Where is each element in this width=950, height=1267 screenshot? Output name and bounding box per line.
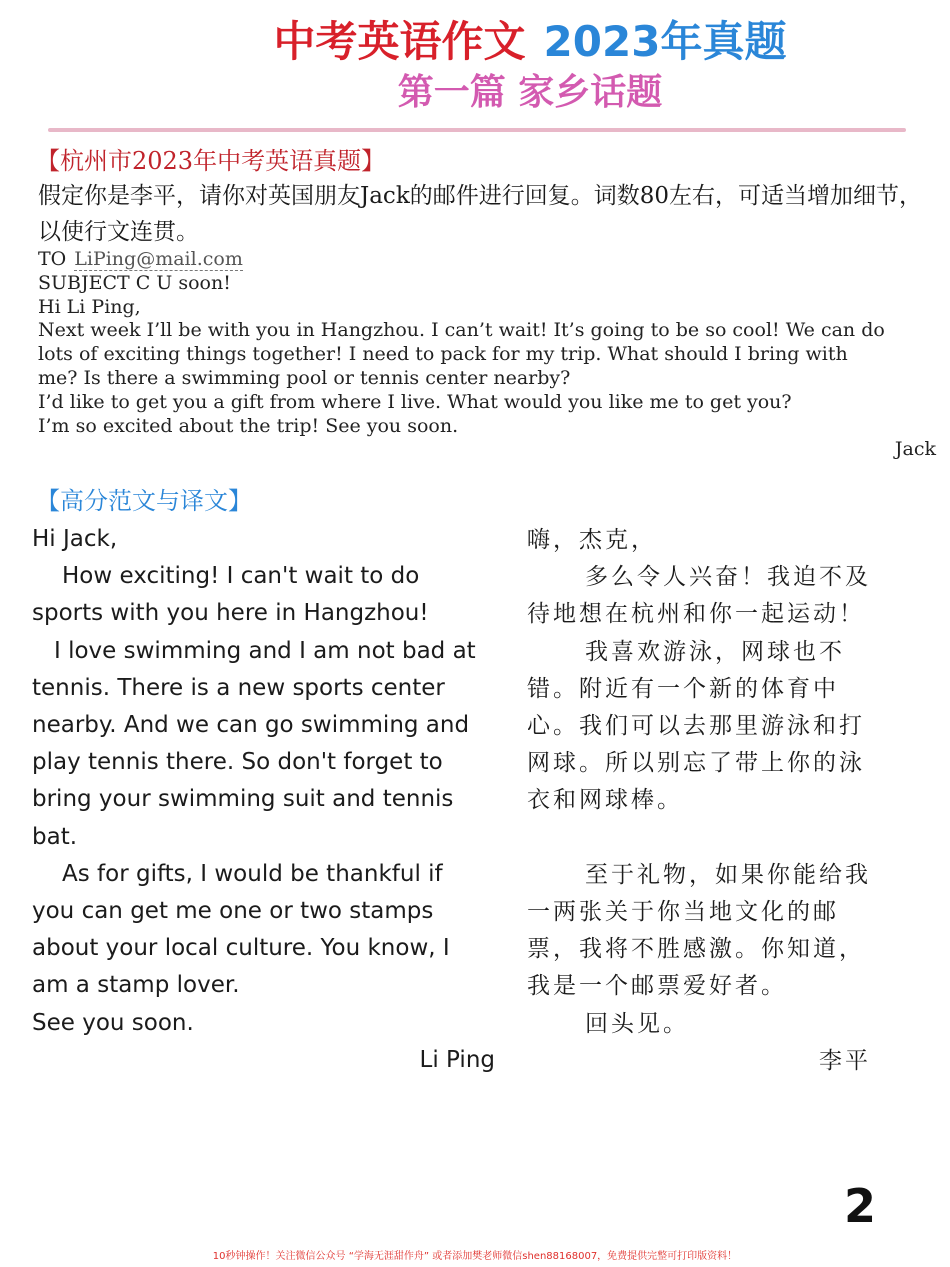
email-to-label: TO <box>38 248 67 270</box>
essay-en-line: sports with you here in Hangzhou! <box>32 600 429 627</box>
email-subject: SUBJECT C U soon! <box>38 271 231 294</box>
email-to-address: LiPing@mail.com <box>74 248 243 270</box>
essay-english <box>32 521 507 1079</box>
page-title <box>0 14 950 70</box>
essay-en-line: am a stamp lover. <box>32 972 240 999</box>
title-blue-part: 2023年真题 <box>543 17 787 66</box>
email-body-line: I’m so excited about the trip! See you soon. <box>38 414 459 437</box>
essay-en-line: play tennis there. So don't forget to <box>32 749 443 776</box>
essay-en-line: about your local culture. You know, I <box>32 935 450 962</box>
essay-chinese <box>527 522 937 1080</box>
model-heading: 【高分范文与译文】 <box>36 487 252 515</box>
essay-en-line: See you soon. <box>32 1009 194 1036</box>
page-subtitle: 第一篇 家乡话题 <box>397 72 663 113</box>
email-body-line: lots of exciting things together! I need to pack for my trip. What should I bring with <box>38 343 848 366</box>
essay-zh-greeting: 嗨，杰克， <box>527 527 657 553</box>
email-body-line: I’d like to get you a gift from where I live. What would you like me to get you? <box>38 390 792 413</box>
question-heading: 【杭州市2023年中考英语真题】 <box>36 147 386 175</box>
page-number: 2 <box>843 1179 876 1233</box>
essay-en-line: How exciting! I can't wait to do <box>62 563 420 590</box>
email-block <box>38 248 943 438</box>
essay-zh-line: 心。我们可以去那里游泳和打 <box>527 713 865 740</box>
email-body-line: Next week I’ll be with you in Hangzhou. I can’t wait! It’s going to be so cool! We can do <box>38 319 885 342</box>
header-divider <box>48 128 906 132</box>
email-body-line: me? Is there a swimming pool or tennis center nearby? <box>38 366 571 389</box>
question-prompt: 假定你是李平，请你对英国朋友Jack的邮件进行回复。词数80左右，可适当增加细节，以使行文连贯。 <box>38 183 923 245</box>
essay-en-line: As for gifts, I would be thankful if <box>62 860 443 887</box>
essay-en-line: tennis. There is a new sports center <box>32 674 445 701</box>
essay-zh-line: 一两张关于你当地文化的邮 <box>527 899 839 926</box>
email-to-line <box>38 248 943 272</box>
footer-note: 10秒钟操作！关注微信公众号 “学海无涯甜作舟” 或者添加樊老师微信shen88168007，免费提供完整可打印版资料！ <box>212 1251 738 1262</box>
essay-zh-line: 衣和网球棒。 <box>527 787 683 814</box>
essay-en-line: I love swimming and I am not bad at <box>54 637 476 664</box>
essay-zh-spacer <box>527 820 937 857</box>
essay-zh-line: 多么令人兴奋！我迫不及 <box>585 564 871 591</box>
essay-zh-signature: 李平 <box>819 1047 871 1074</box>
email-greeting: Hi Li Ping, <box>38 295 141 318</box>
essay-en-line: bat. <box>32 823 78 850</box>
essay-en-greeting: Hi Jack, <box>32 526 118 552</box>
essay-en-line: bring your swimming suit and tennis <box>32 786 454 813</box>
essay-zh-line: 回头见。 <box>585 1010 689 1037</box>
essay-en-line: nearby. And we can go swimming and <box>32 712 470 739</box>
essay-zh-line: 网球。所以别忘了带上你的泳 <box>527 750 865 777</box>
email-signoff: Jack <box>894 438 936 460</box>
essay-zh-line: 我喜欢游泳，网球也不 <box>585 638 845 665</box>
essay-en-line: you can get me one or two stamps <box>32 898 434 925</box>
essay-zh-line: 票，我将不胜感激。你知道， <box>527 936 865 963</box>
essay-zh-line: 错。附近有一个新的体育中 <box>527 675 839 702</box>
essay-zh-line: 我是一个邮票爱好者。 <box>527 973 787 1000</box>
essay-zh-line: 至于礼物，如果你能给我 <box>585 861 871 888</box>
essay-zh-line: 待地想在杭州和你一起运动！ <box>527 601 865 628</box>
essay-en-signature: Li Ping <box>419 1046 495 1073</box>
title-red-part: 中考英语作文 <box>273 17 526 66</box>
